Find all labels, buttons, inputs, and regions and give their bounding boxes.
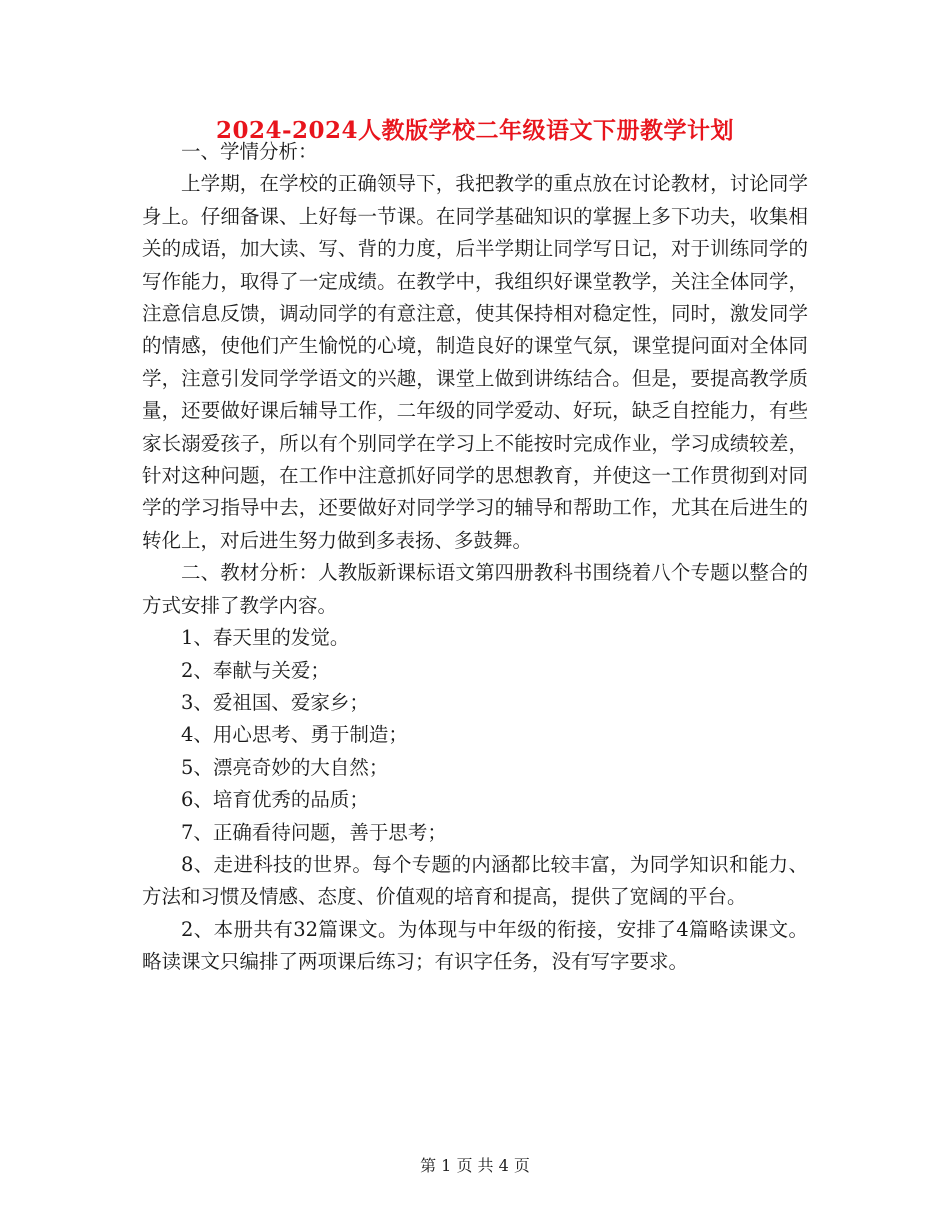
paragraph-textbook-analysis: 二、教材分析：人教版新课标语文第四册教科书围绕着八个专题以整合的方式安排了教学内容。 [142,561,808,617]
section-heading-student-analysis: 一、学情分析： [181,140,318,163]
list-item: 2、奉献与关爱； [181,658,330,682]
paragraph-student-analysis: 上学期，在学校的正确领导下，我把教学的重点放在讨论教材，讨论同学身上。仔细备课、上好每一节课。在同学基础知识的掌握上多下功夫，收集相关的成语，加大读、写、背的力度，后半学期让同学写日记，对于训练同学的写作能力，取得了一定成绩。在教学中，我组织好课堂教学，关注全体同学，注意信息反馈，调动同学的有意注意，使其保持相对稳定性，同时，激发同学的情感，使他们产生愉悦的心境，制造良好的课堂气氛，课堂提问面对全体同学，注意引发同学学语文的兴趣，课堂上做到讲练结合。但是，要提高教学质量，还要做好课后辅导工作，二年级的同学爱动、好玩，缺乏自控能力，有些家长溺爱孩子，所以有个别同学在学习上不能按时完成作业，学习成绩较差，针对这种问题，在工作中注意抓好同学的思想教育，并使这一工作贯彻到对同学的学习指导中去，还要做好对同学学习的辅导和帮助工作，尤其在后进生的转化上，对后进生努力做到多表扬、多鼓舞。 [142,172,808,552]
page-footer: 第 1 页 共 4 页 [420,1156,530,1175]
list-item: 8、走进科技的世界。每个专题的内涵都比较丰富，为同学知识和能力、方法和习惯及情感、态度、价值观的培育和提高，提供了宽阔的平台。 [142,852,808,909]
list-item: 6、培育优秀的品质； [181,788,369,812]
list-item: 5、漂亮奇妙的大自然； [181,755,389,779]
list-item: 4、用心思考、勇于制造； [181,723,408,747]
document-title: 2024-2024人教版学校二年级语文下册教学计划 [215,117,735,144]
document-body [142,136,808,979]
list-item: 1、春天里的发觉。 [181,626,350,650]
list-item: 3、爱祖国、爱家乡； [181,690,369,714]
paragraph-lesson-count: 2、本册共有32篇课文。为体现与中年级的衔接，安排了4篇略读课文。略读课文只编排了两项课后练习；有识字任务，没有写字要求。 [142,917,808,974]
list-item: 7、正确看待问题，善于思考； [181,820,447,844]
